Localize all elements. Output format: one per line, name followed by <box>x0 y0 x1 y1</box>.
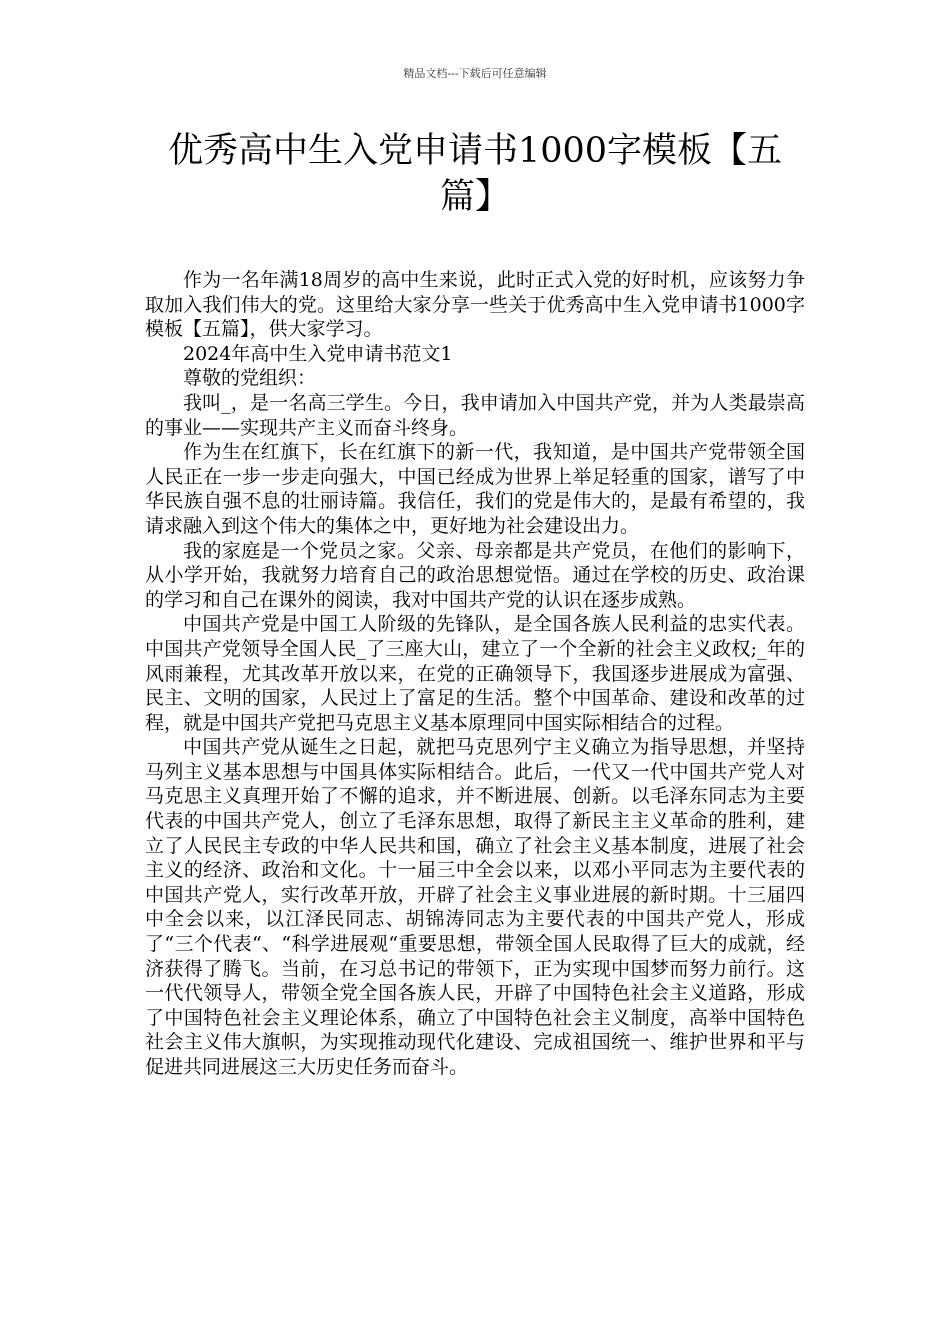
body-paragraph: 中国共产党是中国工人阶级的先锋队，是全国各族人民利益的忠实代表。中国共产党领导全国人民_了三座大山，建立了一个全新的社会主义政权;_年的风雨兼程，尤其改革开放以来，在党的正确领导下，我国逐步进展成为富强、民主、文明的国家，人民过上了富足的生活。整个中国革命、建设和改革的过程，就是中国共产党把马克思主义基本原理同中国实际相结合的过程。 <box>145 613 805 734</box>
section-heading: 2024年高中生入党申请书范文1 <box>183 342 453 365</box>
intro-paragraph: 作为一名年满18周岁的高中生来说，此时正式入党的好时机，应该努力争取加入我们伟大的党。这里给大家分享一些关于优秀高中生入党申请书1000字模板【五篇】，供大家学习。 <box>145 269 805 341</box>
title-line-2: 篇】 <box>439 177 510 217</box>
document-body <box>145 268 805 1080</box>
title-line-1: 优秀高中生入党申请书1000字模板【五 <box>167 131 783 171</box>
body-paragraph: 我的家庭是一个党员之家。父亲、母亲都是共产党员，在他们的影响下，从小学开始，我就努力培育自己的政治思想觉悟。通过在学校的历史、政治课的学习和自己在课外的阅读，我对中国共产党的认识在逐步成熟。 <box>145 539 805 611</box>
page-title <box>150 128 800 220</box>
body-paragraph: 作为生在红旗下，长在红旗下的新一代，我知道，是中国共产党带领全国人民正在一步一步走向强大，中国已经成为世界上举足轻重的国家，谱写了中华民族自强不息的壮丽诗篇。我信任，我们的党是伟大的，是最有希望的，我请求融入到这个伟大的集体之中，更好地为社会建设出力。 <box>145 441 805 537</box>
body-paragraph: 我叫_，是一名高三学生。今日，我申请加入中国共产党，并为人类最崇高的事业——实现共产主义而奋斗终身。 <box>145 391 805 439</box>
header-note: 精品文档---下载后可任意编辑 <box>403 67 547 80</box>
body-paragraph: 中国共产党从诞生之日起，就把马克思列宁主义确立为指导思想，并坚持马列主义基本思想与中国具体实际相结合。此后，一代又一代中国共产党人对马克思主义真理开始了不懈的追求，并不断进展、创新。以毛泽东同志为主要代表的中国共产党人，创立了毛泽东思想，取得了新民主主义革命的胜利，建立了人民民主专政的中华人民共和国，确立了社会主义基本制度，进展了社会主义的经济、政治和文化。十一届三中全会以来，以邓小平同志为主要代表的中国共产党人，实行改革开放，开辟了社会主义事业进展的新时期。十三届四中全会以来，以江泽民同志、胡锦涛同志为主要代表的中国共产党人，形成了“三个代表“、“科学进展观“重要思想，带领全国人民取得了巨大的成就，经济获得了腾飞。当前，在习总书记的带领下，正为实现中国梦而努力前行。这一代代领导人，带领全党全国各族人民，开辟了中国特色社会主义道路，形成了中国特色社会主义理论体系，确立了中国特色社会主义制度，高举中国特色社会主义伟大旗帜，为实现推动现代化建设、完成祖国统一、维护世界和平与促进共同进展这三大历史任务而奋斗。 <box>145 736 805 1078</box>
salutation: 尊敬的党组织： <box>183 367 317 390</box>
